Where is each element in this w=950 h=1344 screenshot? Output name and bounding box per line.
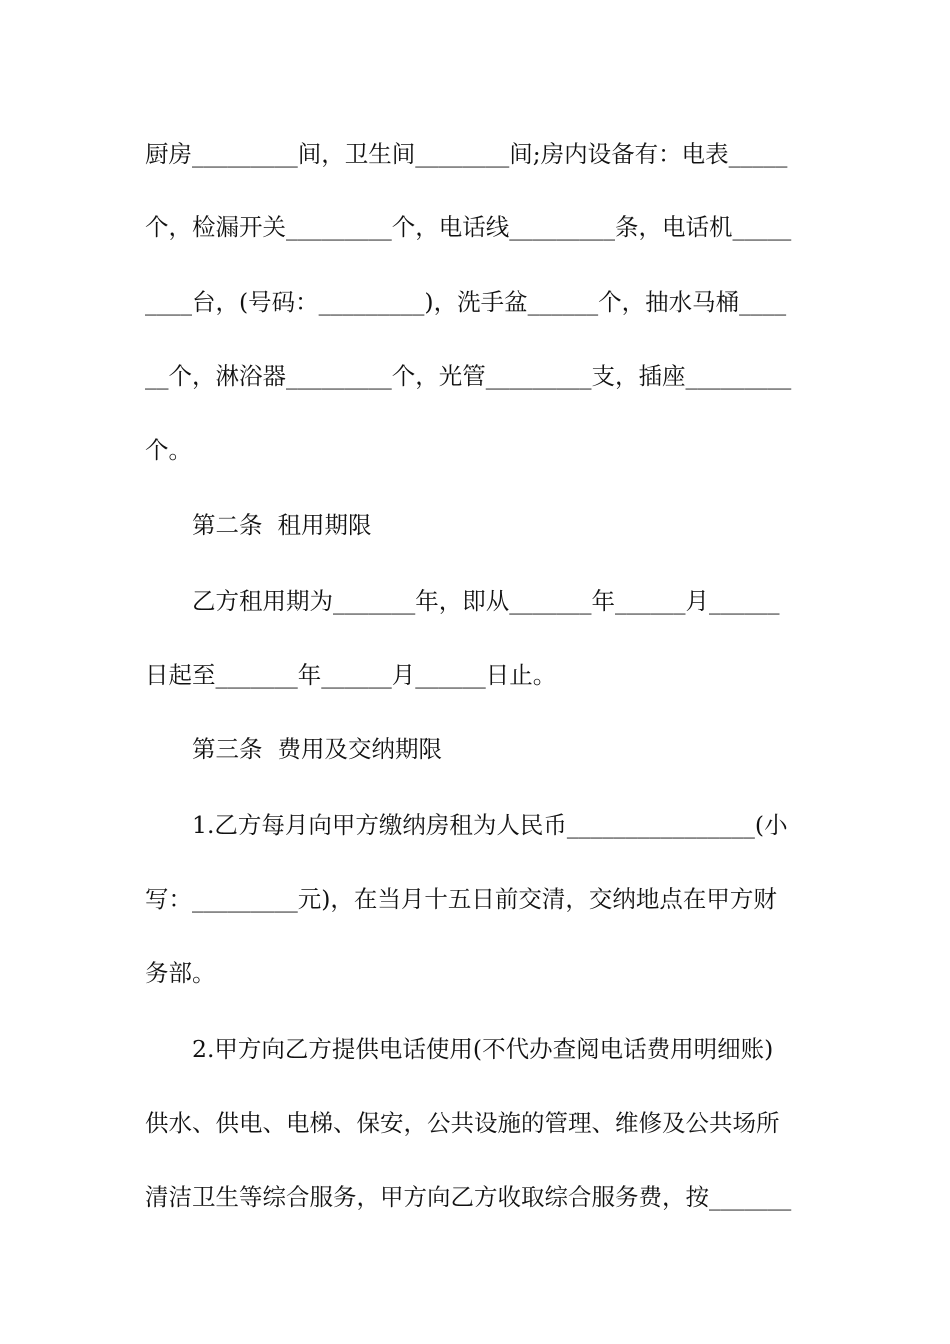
text-line: 写：_________元)，在当月十五日前交清，交纳地点在甲方财 — [145, 885, 777, 913]
text-line: 个。 — [145, 436, 192, 464]
text-line: 厨房_________间，卫生间________间;房内设备有：电表_____ — [145, 140, 788, 168]
text-line: 务部。 — [145, 959, 216, 987]
text-line: 个，检漏开关_________个，电话线_________条，电话机_____ — [145, 213, 792, 241]
text-line: 供水、供电、电梯、保安，公共设施的管理、维修及公共场所 — [145, 1109, 780, 1137]
text-line: ____台，(号码：_________)，洗手盆______个，抽水马桶____ — [145, 288, 787, 316]
text-line: 1.乙方每月向甲方缴纳房租为人民币________________(小 — [192, 811, 788, 839]
text-line: 日起至_______年______月______日止。 — [145, 661, 557, 689]
text-line: 2.甲方向乙方提供电话使用(不代办查阅电话费用明细账) — [192, 1035, 774, 1063]
section-heading-term: 第二条 租用期限 — [192, 511, 372, 539]
text-line: 乙方租用期为_______年，即从_______年______月______ — [192, 587, 780, 615]
section-heading-fees: 第三条 费用及交纳期限 — [192, 735, 442, 763]
text-line: __个，淋浴器_________个，光管_________支，插座_________ — [145, 362, 792, 390]
text-line: 清洁卫生等综合服务，甲方向乙方收取综合服务费，按_______ — [145, 1183, 792, 1211]
